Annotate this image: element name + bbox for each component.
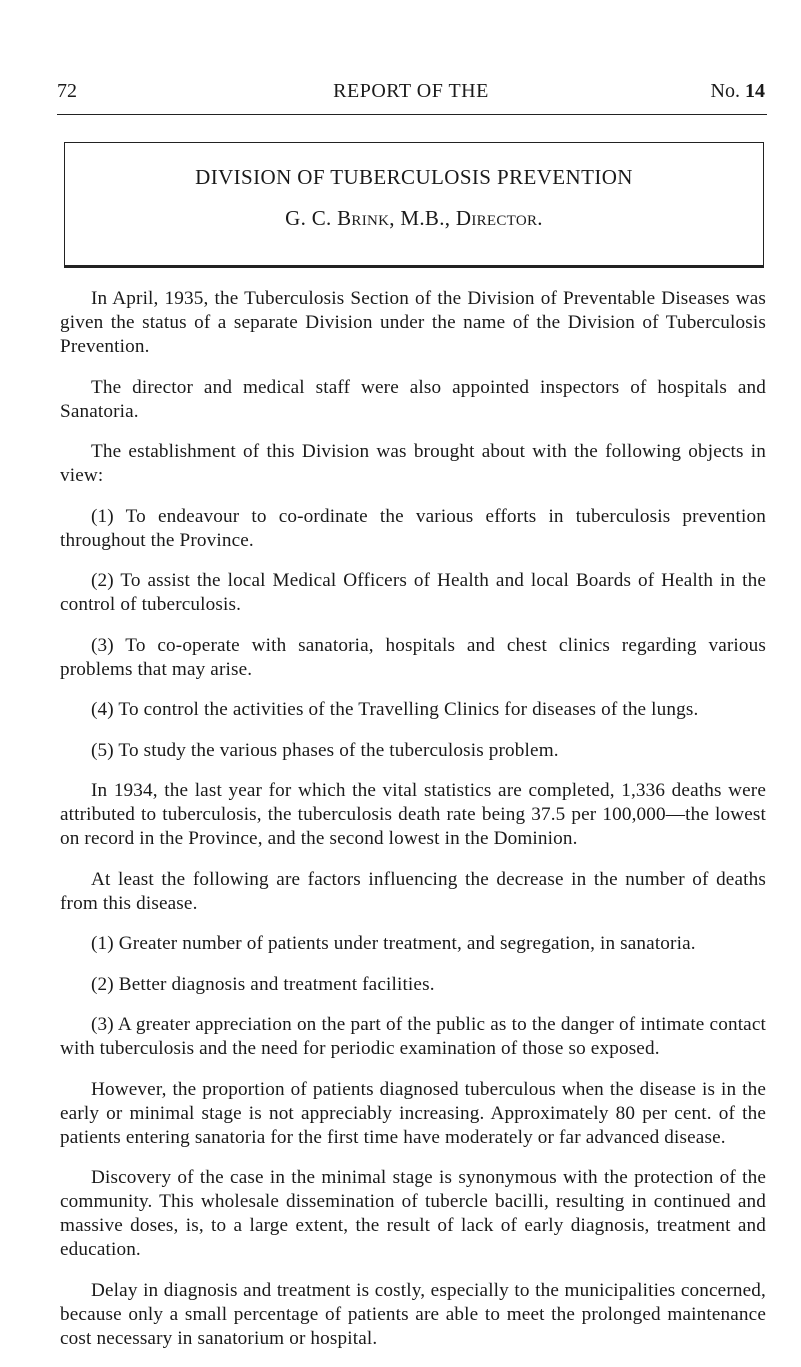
page-number: 72 bbox=[57, 80, 77, 102]
paragraph: The establishment of this Division was brought about with the following objects in view: bbox=[60, 441, 766, 486]
director-line: G. C. Brink, M.B., Director. bbox=[285, 206, 543, 230]
paragraph: In 1934, the last year for which the vital statistics are completed, 1,336 deaths were attributed to tuberculosis, the tuberculosis death rate being 37.5 per 100,000—the lowest on record in the Province, and the second lowest in the Dominion. bbox=[60, 780, 766, 849]
paragraph: The director and medical staff were also appointed inspectors of hospitals and Sanatoria. bbox=[60, 376, 766, 422]
report-body bbox=[60, 287, 766, 1367]
page-header bbox=[57, 79, 765, 103]
header-rule bbox=[57, 114, 767, 115]
objective-item: (1) To endeavour to co-ordinate the various efforts in tuberculosis prevention throughout the Province. bbox=[60, 505, 766, 551]
division-title: DIVISION OF TUBERCULOSIS PREVENTION bbox=[195, 165, 633, 189]
objective-item: (4) To control the activities of the Travelling Clinics for diseases of the lungs. bbox=[91, 699, 699, 720]
objective-item: (2) To assist the local Medical Officers of Health and local Boards of Health in the control of tuberculosis. bbox=[60, 570, 766, 615]
objective-item: (3) To co-operate with sanatoria, hospitals and chest clinics regarding various problems that may arise. bbox=[60, 634, 766, 680]
paragraph: In April, 1935, the Tuberculosis Section of the Division of Preventable Diseases was given the status of a separate Division under the name of the Division of Tuberculosis Prevention. bbox=[60, 288, 766, 357]
running-title: REPORT OF THE bbox=[333, 80, 489, 102]
paragraph: Delay in diagnosis and treatment is costly, especially to the municipalities concerned, because only a small percentage of patients are able to meet the prolonged maintenance cost necessary in sanatorium or hospital. bbox=[60, 1279, 766, 1349]
factor-item: (2) Better diagnosis and treatment facilities. bbox=[91, 973, 435, 995]
report-number-label: No. bbox=[710, 80, 740, 102]
paragraph: Discovery of the case in the minimal stage is synonymous with the protection of the community. This wholesale dissemination of tubercle bacilli, resulting in continued and massive doses, is, to a large extent, the result of lack of early diagnosis, treatment and education. bbox=[60, 1167, 766, 1260]
objective-item: (5) To study the various phases of the tuberculosis problem. bbox=[91, 739, 559, 761]
report-number-value: 14 bbox=[745, 80, 765, 102]
paragraph: At least the following are factors influencing the decrease in the number of deaths from this disease. bbox=[60, 868, 766, 914]
factor-item: (3) A greater appreciation on the part of the public as to the danger of intimate contact with tuberculosis and the need for periodic examination of those so exposed. bbox=[60, 1014, 766, 1059]
division-title-box bbox=[64, 142, 764, 268]
paragraph: However, the proportion of patients diagnosed tuberculous when the disease is in the early or minimal stage is not appreciably increasing. Approximately 80 per cent. of the patients entering sanatoria for the first time have moderately or far advanced disease. bbox=[60, 1078, 766, 1148]
report-number bbox=[711, 79, 765, 103]
factor-item: (1) Greater number of patients under treatment, and segregation, in sanatoria. bbox=[91, 933, 696, 954]
